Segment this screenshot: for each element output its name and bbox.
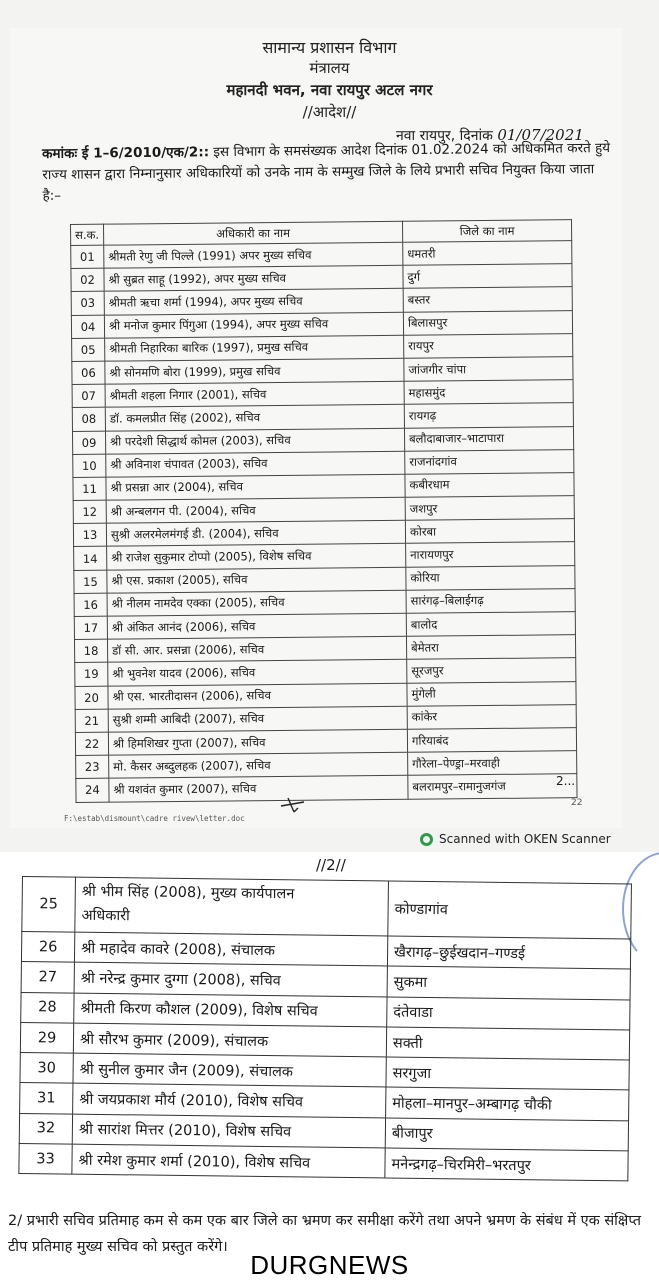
officer-cell: श्री यशवंत कुमार (2007), सचिव: [109, 776, 408, 802]
district-cell: बीजापुर: [385, 1118, 628, 1151]
district-cell: नारायणपुर: [406, 542, 575, 567]
serial-cell: 15: [74, 570, 107, 594]
district-cell: जशपुर: [405, 496, 574, 521]
district-cell: राजनांदगांव: [405, 449, 574, 474]
officer-cell: श्री सारांश मित्तर (2010), विशेष सचिव: [72, 1114, 385, 1148]
department-name: सामान्य प्रशासन विभाग: [262, 38, 397, 57]
district-cell: कोण्डागांव: [388, 881, 632, 939]
instruction-paragraph: 2/ प्रभारी सचिव प्रतिमाह कम से कम एक बार जिले का भ्रमण कर समीक्षा करेंगे तथा अपने भ्रमण के संबंध में एक संक्षिप्त टीप प्रतिमाह मुख्य सचिव को प्रस्तुत करेंगे।: [8, 1213, 642, 1255]
serial-cell: 17: [74, 616, 107, 640]
district-cell: सुकमा: [387, 966, 630, 999]
officer-cell: श्री एस. प्रकाश (2005), सचिव: [107, 567, 406, 593]
district-cell: बिलासपुर: [403, 310, 572, 335]
table-row: [19, 1144, 628, 1182]
serial-cell: 01: [71, 245, 104, 269]
officer-cell: श्रीमती किरण कौशल (2009), विशेष सचिव: [74, 993, 387, 1027]
serial-cell: 21: [75, 709, 108, 733]
scanner-label: Scanned with OKEN Scanner: [439, 832, 611, 846]
officer-cell: डॉ सी. आर. प्रसन्ना (2006), सचिव: [107, 636, 406, 662]
assignment-table-1: [70, 219, 578, 802]
serial-cell: 33: [19, 1144, 72, 1175]
district-cell: धमतरी: [403, 241, 572, 266]
officer-cell: श्रीमती ऋचा शर्मा (1994), अपर मुख्य सचिव: [104, 289, 403, 315]
file-path: F:\estab\dismount\cadre rivew\letter.doc: [64, 814, 245, 823]
officer-cell: श्री अंकित आनंद (2006), सचिव: [107, 613, 406, 639]
serial-cell: 02: [71, 268, 104, 292]
district-cell: दुर्ग: [403, 264, 572, 289]
serial-cell: 30: [20, 1053, 73, 1084]
serial-cell: 13: [73, 523, 106, 547]
order-title: //आदेश//: [302, 103, 357, 121]
serial-cell: 11: [73, 477, 106, 501]
district-cell: कोरिया: [406, 565, 575, 590]
officer-cell: श्री परदेशी सिद्धार्थ कोमल (2003), सचिव: [105, 428, 404, 454]
serial-cell: 04: [71, 315, 104, 339]
district-cell: कोरबा: [405, 519, 574, 544]
serial-cell: 18: [74, 639, 107, 663]
serial-cell: 16: [74, 593, 107, 617]
district-cell: महासमुंद: [404, 380, 573, 405]
officer-cell: श्री एस. भारतीदासन (2006), सचिव: [108, 683, 407, 709]
officer-cell: श्रीमती शहला निगार (2001), सचिव: [105, 381, 404, 407]
officer-cell: श्री अविनाश चंपावत (2003), सचिव: [106, 451, 405, 477]
serial-cell: 28: [21, 992, 74, 1023]
serial-cell: 09: [72, 431, 105, 455]
page-number: 22: [571, 798, 583, 808]
serial-cell: 20: [75, 686, 108, 710]
brand-watermark: DURGNEWS: [250, 1250, 409, 1280]
officer-cell: श्रीमती निहारिका बारिक (1997), प्रमुख सचिव: [105, 335, 404, 361]
district-cell: बस्तर: [403, 287, 572, 312]
district-cell: मुंगेली: [407, 681, 576, 706]
district-cell: बलौदाबाजार–भाटापारा: [404, 426, 573, 451]
officer-cell: श्री प्रसन्ना आर (2004), सचिव: [106, 474, 405, 500]
district-cell: खैरागढ़–छुईखदान–गण्डई: [387, 936, 630, 969]
officer-cell: श्री राजेश सुकुमार टोप्पो (2005), विशेष सचिव: [107, 544, 406, 570]
district-cell: रायपुर: [404, 333, 573, 358]
ministry-label: मंत्रालय: [309, 59, 350, 77]
district-cell: रायगढ़: [404, 403, 573, 428]
date-prefix: नवा रायपुर, दिनांक: [396, 128, 493, 144]
district-cell: सक्ती: [386, 1027, 629, 1060]
serial-cell: 07: [72, 384, 105, 408]
serial-cell: 19: [75, 663, 108, 687]
officer-cell: श्रीमती रेणु जी पिल्ले (1991) अपर मुख्य सचिव: [104, 242, 403, 268]
officer-cell: श्री अन्बलगन पी. (2004), सचिव: [106, 497, 405, 523]
officer-cell: मो. कैसर अब्दुलहक (2007), सचिव: [109, 752, 408, 778]
serial-cell: 14: [74, 547, 107, 571]
officer-cell: डॉ. कमलप्रीत सिंह (2002), सचिव: [105, 405, 404, 431]
officer-cell: श्री नरेन्द्र कुमार दुग्गा (2008), सचिव: [74, 962, 387, 996]
serial-cell: 12: [73, 500, 106, 524]
intro-paragraph: [42, 138, 613, 207]
district-cell: बलरामपुर–रामानुजगंज: [408, 774, 577, 799]
serial-cell: 08: [72, 407, 105, 431]
district-cell: गौरेला–पेण्ड्रा–मरवाही: [408, 751, 577, 776]
scanner-watermark: [420, 832, 611, 846]
district-cell: सरगुजा: [386, 1057, 629, 1090]
serial-cell: 05: [72, 338, 105, 362]
district-cell: कबीरधाम: [405, 473, 574, 498]
officer-cell: श्री सुनील कुमार जैन (2009), संचालक: [73, 1053, 386, 1087]
officer-cell: श्री भुवनेश यादव (2006), सचिव: [108, 660, 407, 686]
continued-marker: 2...: [556, 774, 576, 788]
officer-cell: श्री नीलम नामदेव एक्का (2005), सचिव: [107, 590, 406, 616]
header-officer: अधिकारी का नाम: [104, 221, 403, 245]
officer-cell: श्री महादेव कावरे (2008), संचालक: [74, 932, 387, 966]
handwritten-date: 01/07/2021: [497, 126, 584, 144]
district-cell: गरियाबंद: [407, 728, 576, 753]
serial-cell: 23: [76, 755, 109, 779]
page-2-header: //2//: [316, 856, 346, 874]
serial-cell: 06: [72, 361, 105, 385]
serial-cell: 27: [21, 962, 74, 993]
officer-cell: श्री मनोज कुमार पिंगुआ (1994), अपर मुख्य सचिव: [104, 312, 403, 338]
table-row: [76, 774, 577, 802]
serial-cell: 22: [75, 732, 108, 756]
serial-cell: 26: [21, 932, 74, 963]
officer-cell: श्री जयप्रकाश मौर्य (2010), विशेष सचिव: [73, 1084, 386, 1118]
officer-cell: श्री रमेश कुमार शर्मा (2010), विशेष सचिव: [72, 1144, 385, 1178]
office-address: महानदी भवन, नवा रायपुर अटल नगर: [226, 81, 433, 99]
header-serial: स.क.: [71, 224, 104, 245]
header-district: जिले का नाम: [402, 220, 571, 243]
serial-cell: 10: [73, 454, 106, 478]
officer-line-2: अधिकारी: [81, 907, 130, 925]
signature-mark: [278, 796, 308, 816]
district-cell: सारंगढ़–बिलाईगढ़: [406, 588, 575, 613]
serial-cell: 32: [19, 1113, 72, 1144]
intro-text: इस विभाग के समसंख्यक आदेश दिनांक 01.02.2024 को अधिकमित करते हुये राज्य शासन द्वारा निम्नानुसार अधिकारियों को उनके नाम के सम्मुख जिले के लिये प्रभारी सचिव नियुक्त किया जाता है:–: [42, 140, 611, 204]
serial-cell: 31: [20, 1083, 73, 1114]
district-cell: दंतेवाडा: [387, 997, 630, 1030]
officer-cell: श्री सोनमणि बोरा (1999), प्रमुख सचिव: [105, 358, 404, 384]
scanner-logo-icon: [420, 833, 433, 846]
officer-cell: सुश्री शम्मी आबिदी (2007), सचिव: [108, 706, 407, 732]
officer-cell: श्री हिमशिखर गुप्ता (2007), सचिव: [108, 729, 407, 755]
officer-cell: श्री सुब्रत साहू (1992), अपर मुख्य सचिव: [104, 265, 403, 291]
table-row: [22, 877, 632, 939]
serial-cell: 25: [22, 877, 76, 933]
district-cell: बेमेतरा: [406, 635, 575, 660]
serial-cell: 03: [71, 292, 104, 316]
district-cell: बालोद: [406, 612, 575, 637]
district-cell: मोहला–मानपुर–अम्बागढ़ चौकी: [386, 1087, 629, 1120]
serial-cell: 24: [76, 778, 109, 802]
serial-cell: 29: [20, 1022, 73, 1053]
officer-cell: [75, 877, 389, 936]
district-cell: मनेन्द्रगढ़–चिरमिरी–भरतपुर: [385, 1148, 628, 1181]
officer-cell: श्री सौरभ कुमार (2009), संचालक: [73, 1023, 386, 1057]
district-cell: जांजगीर चांपा: [404, 357, 573, 382]
district-cell: कांकेर: [407, 704, 576, 729]
order-number: कमांकः ई 1–6/2010/एक/2::: [42, 144, 210, 162]
assignment-table-2: [18, 876, 632, 1182]
officer-line-1: श्री भीम सिंह (2008), मुख्य कार्यपालन: [81, 883, 295, 903]
officer-cell: सुश्री अलरमेलमंगई डी. (2004), सचिव: [106, 521, 405, 547]
district-cell: सूरजपुर: [407, 658, 576, 683]
